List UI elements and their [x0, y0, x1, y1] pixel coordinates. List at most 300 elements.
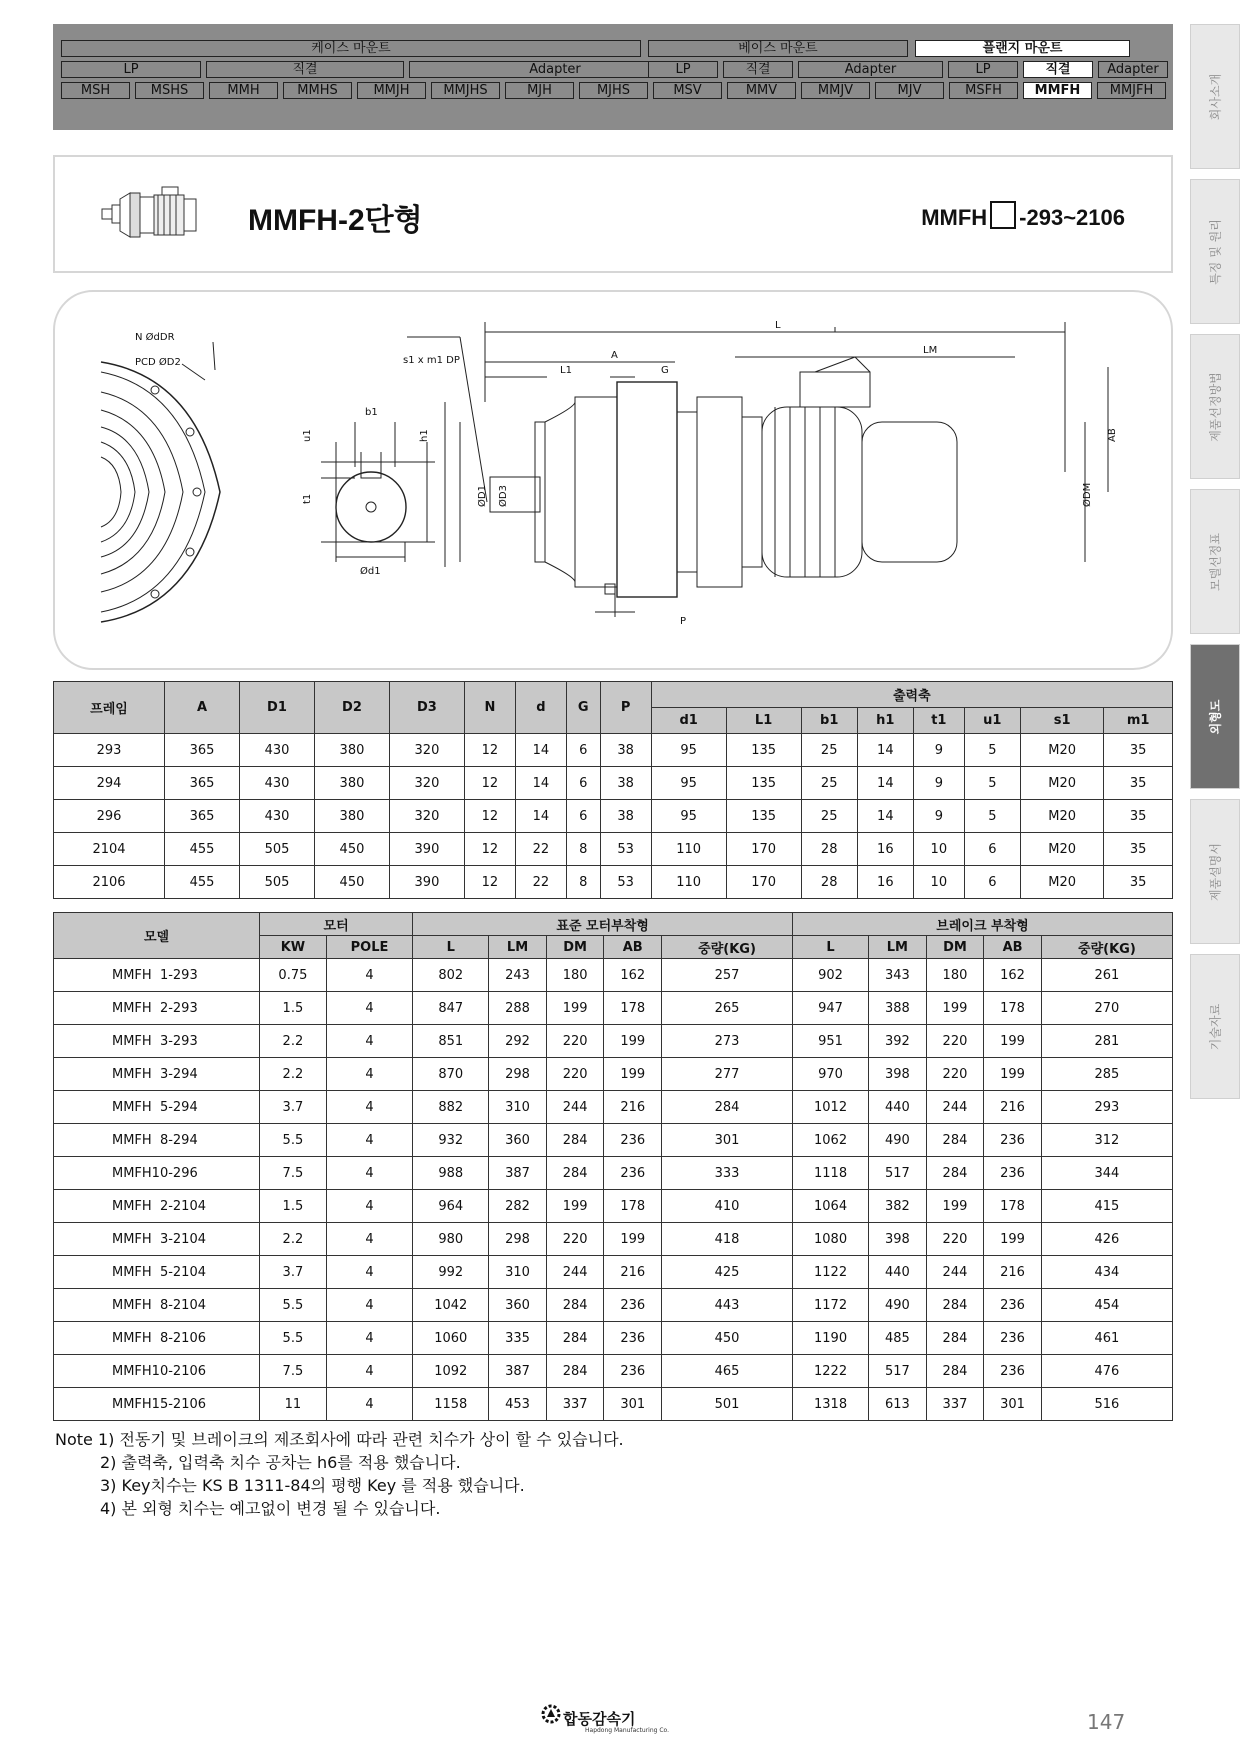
table-cell: 25 [801, 734, 857, 767]
label-A: A [611, 350, 618, 361]
table-cell: 285 [1041, 1058, 1172, 1091]
company-name-en: Hapdong Manufacturing Co. [585, 1727, 670, 1734]
model-name-cell: MMFH 8-2106 [54, 1322, 260, 1355]
notes [55, 1428, 624, 1520]
table-cell: M20 [1020, 767, 1104, 800]
subcategory-tab[interactable]: LP [648, 61, 718, 78]
table-row [54, 1289, 1173, 1322]
label-h1: h1 [419, 429, 430, 442]
table-cell: 284 [546, 1124, 604, 1157]
header-motor: 모터 [260, 913, 413, 936]
table-cell: 28 [801, 833, 857, 866]
table-cell: 517 [869, 1157, 927, 1190]
table-cell: 301 [984, 1388, 1042, 1421]
table-cell: 236 [984, 1355, 1042, 1388]
table-cell: 8 [566, 866, 600, 899]
table-cell: 490 [869, 1289, 927, 1322]
table-cell: 4 [326, 1190, 412, 1223]
table-cell: 284 [926, 1355, 984, 1388]
table-cell: 9 [913, 734, 964, 767]
table-cell: 337 [546, 1388, 604, 1421]
table-row [54, 767, 1173, 800]
subcategory-tab[interactable]: 직결 [1023, 61, 1093, 78]
table-cell: 244 [546, 1256, 604, 1289]
subcategory-tab[interactable]: LP [948, 61, 1018, 78]
table-cell: 365 [165, 800, 240, 833]
header-col: N [464, 682, 515, 734]
header-output-shaft: 출력축 [651, 682, 1172, 708]
table-cell: 3.7 [260, 1256, 327, 1289]
table-cell: 110 [651, 866, 726, 899]
model-series-tab[interactable]: MSV [653, 82, 722, 99]
table-cell: 2.2 [260, 1223, 327, 1256]
model-series-tab[interactable]: MMJV [801, 82, 870, 99]
table-cell: 265 [662, 992, 793, 1025]
table-cell: 170 [726, 866, 801, 899]
table-row [54, 1355, 1173, 1388]
table-cell: 453 [489, 1388, 547, 1421]
table-cell: 434 [1041, 1256, 1172, 1289]
side-tab-label: 제품선정방법 [1208, 371, 1223, 442]
page-title: MMFH-2단형 [248, 204, 423, 237]
table-cell: 932 [413, 1124, 489, 1157]
table-cell: 35 [1104, 767, 1173, 800]
table-cell: 220 [546, 1058, 604, 1091]
model-range [921, 201, 1125, 231]
table-cell: 38 [600, 800, 651, 833]
table-cell: 1122 [793, 1256, 869, 1289]
table-cell: 199 [604, 1025, 662, 1058]
table-cell: 95 [651, 800, 726, 833]
side-tab[interactable] [1190, 489, 1240, 634]
table-cell: 14 [857, 767, 913, 800]
table-cell: 992 [413, 1256, 489, 1289]
table-cell: 6 [964, 833, 1020, 866]
header-std-col: 중량(KG) [662, 936, 793, 959]
table-cell: 440 [869, 1091, 927, 1124]
model-series-tab[interactable]: MJH [505, 82, 574, 99]
table-cell: 335 [489, 1322, 547, 1355]
table-cell: 199 [926, 992, 984, 1025]
table-cell: 284 [926, 1289, 984, 1322]
side-tab-label: 회사소개 [1208, 73, 1223, 120]
label-D3: ØD3 [498, 485, 509, 507]
table-cell: 490 [869, 1124, 927, 1157]
table-cell: 244 [546, 1091, 604, 1124]
table-cell: 476 [1041, 1355, 1172, 1388]
table-cell: 257 [662, 959, 793, 992]
table-cell: 199 [984, 1025, 1042, 1058]
header-std-col: DM [546, 936, 604, 959]
table-cell: 4 [326, 959, 412, 992]
table-cell: 301 [604, 1388, 662, 1421]
model-series-tab[interactable]: MMJFH [1097, 82, 1166, 99]
table-cell: 244 [926, 1091, 984, 1124]
table-cell: 178 [604, 1190, 662, 1223]
model-series-tab[interactable]: MJHS [579, 82, 648, 99]
table-cell: 1080 [793, 1223, 869, 1256]
model-name-cell: MMFH 3-2104 [54, 1223, 260, 1256]
table-cell: 199 [984, 1058, 1042, 1091]
company-logo-icon [541, 1704, 561, 1724]
table-cell: 110 [651, 833, 726, 866]
header-std-col: AB [604, 936, 662, 959]
category-tab[interactable]: 케이스 마운트 [61, 40, 641, 57]
table-cell: 8 [566, 833, 600, 866]
table-cell: 465 [662, 1355, 793, 1388]
table-cell: 135 [726, 767, 801, 800]
table-cell: 382 [869, 1190, 927, 1223]
table-cell: 430 [239, 767, 314, 800]
model-name-cell: MMFH 2-2104 [54, 1190, 260, 1223]
table-row [54, 1388, 1173, 1421]
header-output-col: d1 [651, 708, 726, 734]
subcategory-tab[interactable]: 직결 [206, 61, 404, 78]
title-box [53, 155, 1173, 273]
table-cell: 9 [913, 767, 964, 800]
table-cell: 388 [869, 992, 927, 1025]
table-cell: 11 [260, 1388, 327, 1421]
table-cell: 7.5 [260, 1157, 327, 1190]
table-cell: 236 [604, 1124, 662, 1157]
table-cell: 284 [926, 1157, 984, 1190]
table-cell: 310 [489, 1091, 547, 1124]
shaft-end-view [321, 422, 435, 562]
model-series-tab[interactable]: MSFH [949, 82, 1018, 99]
label-L1: L1 [560, 365, 572, 376]
table-cell: 440 [869, 1256, 927, 1289]
table-cell: 4 [326, 1058, 412, 1091]
table-cell: 284 [926, 1322, 984, 1355]
page-number: 147 [1087, 1710, 1126, 1734]
table-cell: 980 [413, 1223, 489, 1256]
table-cell: M20 [1020, 866, 1104, 899]
subcategory-tab[interactable]: LP [61, 61, 201, 78]
table-cell: 284 [546, 1289, 604, 1322]
table-cell: 2106 [54, 866, 165, 899]
table-cell: 1318 [793, 1388, 869, 1421]
table-cell: 284 [546, 1322, 604, 1355]
model-series-tab[interactable]: MJV [875, 82, 944, 99]
table-cell: 35 [1104, 866, 1173, 899]
table-cell: 485 [869, 1322, 927, 1355]
table-cell: 6 [566, 767, 600, 800]
table-cell: 294 [54, 767, 165, 800]
table-cell: 199 [604, 1223, 662, 1256]
table-cell: 282 [489, 1190, 547, 1223]
side-tab[interactable] [1190, 954, 1240, 1099]
table-cell: 28 [801, 866, 857, 899]
model-name-cell: MMFH10-296 [54, 1157, 260, 1190]
model-series-tab[interactable]: MMV [727, 82, 796, 99]
header-output-col: s1 [1020, 708, 1104, 734]
table-cell: 343 [869, 959, 927, 992]
table-cell: 284 [926, 1124, 984, 1157]
table-cell: 95 [651, 734, 726, 767]
table-cell: 220 [546, 1025, 604, 1058]
table-cell: 6 [964, 866, 1020, 899]
table-cell: 199 [546, 1190, 604, 1223]
model-range-prefix: MMFH [921, 205, 988, 230]
flange-face-view [101, 342, 220, 622]
table-cell: 301 [662, 1124, 793, 1157]
table-cell: 216 [604, 1256, 662, 1289]
model-series-tab[interactable]: MSHS [135, 82, 204, 99]
table-cell: 970 [793, 1058, 869, 1091]
table-cell: 281 [1041, 1025, 1172, 1058]
table-cell: 2104 [54, 833, 165, 866]
table-cell: 244 [926, 1256, 984, 1289]
table-cell: 802 [413, 959, 489, 992]
table-cell: 284 [662, 1091, 793, 1124]
header-brake-col: LM [869, 936, 927, 959]
table-cell: 236 [604, 1289, 662, 1322]
table-cell: 310 [489, 1256, 547, 1289]
table-cell: 243 [489, 959, 547, 992]
table-cell: 288 [489, 992, 547, 1025]
table-cell: 12 [464, 866, 515, 899]
table-cell: 199 [984, 1223, 1042, 1256]
table-cell: M20 [1020, 734, 1104, 767]
table-cell: 4 [326, 1322, 412, 1355]
table-cell: 162 [604, 959, 662, 992]
table-cell: 450 [314, 833, 389, 866]
table-cell: 5 [964, 734, 1020, 767]
table-row [54, 1124, 1173, 1157]
table-cell: 1.5 [260, 992, 327, 1025]
dimension-lines [407, 322, 1108, 617]
table-cell: 38 [600, 767, 651, 800]
label-LM: LM [923, 345, 938, 356]
table-cell: 270 [1041, 992, 1172, 1025]
category-header [53, 24, 1173, 130]
table-cell: 1158 [413, 1388, 489, 1421]
table-cell: 882 [413, 1091, 489, 1124]
table-cell: 4 [326, 1355, 412, 1388]
table-cell: 216 [984, 1256, 1042, 1289]
table-cell: 35 [1104, 800, 1173, 833]
category-tab[interactable]: 플랜지 마운트 [915, 40, 1130, 57]
model-series-tab[interactable]: MMHS [283, 82, 352, 99]
model-name-cell: MMFH 3-293 [54, 1025, 260, 1058]
table-cell: 450 [314, 866, 389, 899]
model-series-tab[interactable]: MSH [61, 82, 130, 99]
side-tab-label: 제품설명서 [1208, 842, 1223, 901]
table-cell: 320 [389, 800, 464, 833]
table-cell: 95 [651, 767, 726, 800]
table-cell: 418 [662, 1223, 793, 1256]
table-cell: 443 [662, 1289, 793, 1322]
model-series-tab[interactable]: MMFH [1023, 82, 1092, 99]
subcategory-tab[interactable]: Adapter [1098, 61, 1168, 78]
label-G: G [661, 365, 669, 376]
table-cell: 14 [515, 767, 566, 800]
table-cell: 4 [326, 1256, 412, 1289]
table-cell: 273 [662, 1025, 793, 1058]
header-std-col: L [413, 936, 489, 959]
model-series-tab[interactable]: MMH [209, 82, 278, 99]
subcategory-tab[interactable]: Adapter [798, 61, 943, 78]
table-cell: 10 [913, 866, 964, 899]
table-cell: 398 [869, 1223, 927, 1256]
side-tab[interactable] [1190, 179, 1240, 324]
table-row [54, 1157, 1173, 1190]
table-cell: 35 [1104, 833, 1173, 866]
label-ndr: N ØdDR [135, 332, 175, 343]
table-cell: 12 [464, 800, 515, 833]
table-cell: 312 [1041, 1124, 1172, 1157]
table-cell: 1064 [793, 1190, 869, 1223]
header-standard-motor: 표준 모터부착형 [413, 913, 793, 936]
table-cell: 2.2 [260, 1025, 327, 1058]
table-row [54, 1058, 1173, 1091]
header-std-col: LM [489, 936, 547, 959]
table-cell: 236 [604, 1322, 662, 1355]
table-cell: 454 [1041, 1289, 1172, 1322]
model-name-cell: MMFH 2-293 [54, 992, 260, 1025]
table-cell: 333 [662, 1157, 793, 1190]
table-cell: 387 [489, 1355, 547, 1388]
table-cell: 16 [857, 833, 913, 866]
table-cell: 1222 [793, 1355, 869, 1388]
table-cell: 4 [326, 1157, 412, 1190]
note-2: 2) 출력축, 입력축 치수 공차는 h6를 적용 했습니다. [100, 1453, 461, 1472]
table-cell: 2.2 [260, 1058, 327, 1091]
table-cell: 6 [566, 734, 600, 767]
label-t1: t1 [302, 493, 313, 504]
table-cell: 415 [1041, 1190, 1172, 1223]
model-name-cell: MMFH 5-2104 [54, 1256, 260, 1289]
table-cell: 199 [604, 1058, 662, 1091]
table-cell: 360 [489, 1124, 547, 1157]
table-cell: 220 [926, 1025, 984, 1058]
table-cell: 220 [926, 1058, 984, 1091]
header-output-col: m1 [1104, 708, 1173, 734]
table-cell: 4 [326, 1223, 412, 1256]
table-cell: 199 [926, 1190, 984, 1223]
header-brake-col: 중량(KG) [1041, 936, 1172, 959]
model-name-cell: MMFH 3-294 [54, 1058, 260, 1091]
header-output-col: L1 [726, 708, 801, 734]
table-cell: 1092 [413, 1355, 489, 1388]
table-cell: 4 [326, 992, 412, 1025]
table-cell: 430 [239, 734, 314, 767]
table-cell: M20 [1020, 833, 1104, 866]
table-cell: 53 [600, 833, 651, 866]
header-output-col: b1 [801, 708, 857, 734]
table-cell: 505 [239, 866, 314, 899]
side-tab[interactable] [1190, 334, 1240, 479]
table-cell: 236 [984, 1124, 1042, 1157]
category-tab[interactable]: 베이스 마운트 [648, 40, 908, 57]
table-cell: 178 [984, 992, 1042, 1025]
header-model: 모델 [54, 913, 260, 959]
header-brake-col: DM [926, 936, 984, 959]
table-cell: 236 [984, 1157, 1042, 1190]
table-cell: 365 [165, 767, 240, 800]
table-cell: 337 [926, 1388, 984, 1421]
model-series-tab[interactable]: MMJH [357, 82, 426, 99]
table-cell: 516 [1041, 1388, 1172, 1421]
table-row [54, 800, 1173, 833]
table-cell: 25 [801, 800, 857, 833]
model-range-suffix: -293~2106 [1019, 205, 1125, 230]
table-cell: 360 [489, 1289, 547, 1322]
side-tab[interactable] [1190, 644, 1240, 789]
table-cell: 4 [326, 1124, 412, 1157]
table-cell: 5.5 [260, 1289, 327, 1322]
gearmotor-thumbnail-icon [100, 185, 200, 245]
table-cell: 398 [869, 1058, 927, 1091]
table-row [54, 1322, 1173, 1355]
table-cell: 236 [604, 1157, 662, 1190]
model-series-tab[interactable]: MMJHS [431, 82, 500, 99]
header-brake-motor: 브레이크 부착형 [793, 913, 1173, 936]
side-tab-label: 모델선정표 [1208, 532, 1223, 591]
table-cell: 284 [546, 1355, 604, 1388]
label-P: P [680, 616, 687, 627]
header-output-col: h1 [857, 708, 913, 734]
table-cell: 851 [413, 1025, 489, 1058]
table-cell: 4 [326, 1025, 412, 1058]
table-cell: 25 [801, 767, 857, 800]
table-row [54, 959, 1173, 992]
label-d1: Ød1 [360, 566, 381, 577]
table-cell: 298 [489, 1223, 547, 1256]
table-row [54, 1190, 1173, 1223]
dimension-drawing [53, 290, 1173, 670]
table-cell: 1172 [793, 1289, 869, 1322]
table-cell: 12 [464, 767, 515, 800]
model-name-cell: MMFH 8-294 [54, 1124, 260, 1157]
table-cell: 178 [604, 992, 662, 1025]
table-cell: 236 [984, 1289, 1042, 1322]
table-cell: 1118 [793, 1157, 869, 1190]
table-cell: 220 [926, 1223, 984, 1256]
table-cell: 450 [662, 1322, 793, 1355]
table-cell: 293 [54, 734, 165, 767]
label-AB: AB [1107, 428, 1118, 442]
table-cell: 7.5 [260, 1355, 327, 1388]
table-cell: 1060 [413, 1322, 489, 1355]
side-tab[interactable] [1190, 799, 1240, 944]
table-cell: 12 [464, 734, 515, 767]
table-cell: 964 [413, 1190, 489, 1223]
table-cell: 22 [515, 866, 566, 899]
table-cell: 170 [726, 833, 801, 866]
table-cell: 870 [413, 1058, 489, 1091]
table-cell: 3.7 [260, 1091, 327, 1124]
table-cell: 988 [413, 1157, 489, 1190]
table-cell: 425 [662, 1256, 793, 1289]
side-tab[interactable] [1190, 24, 1240, 169]
table-cell: 613 [869, 1388, 927, 1421]
table-cell: 392 [869, 1025, 927, 1058]
header-motor-col: POLE [326, 936, 412, 959]
table-cell: 426 [1041, 1223, 1172, 1256]
table-cell: 261 [1041, 959, 1172, 992]
label-DM: ØDM [1082, 482, 1093, 507]
table-cell: 178 [984, 1190, 1042, 1223]
header-brake-col: L [793, 936, 869, 959]
table-cell: 180 [546, 959, 604, 992]
header-col: G [566, 682, 600, 734]
subcategory-tab[interactable]: 직결 [723, 61, 793, 78]
label-s1m1: s1 x m1 DP [403, 355, 460, 366]
table-cell: 320 [389, 734, 464, 767]
table-cell: 38 [600, 734, 651, 767]
subcategory-tab[interactable]: Adapter [409, 61, 701, 78]
